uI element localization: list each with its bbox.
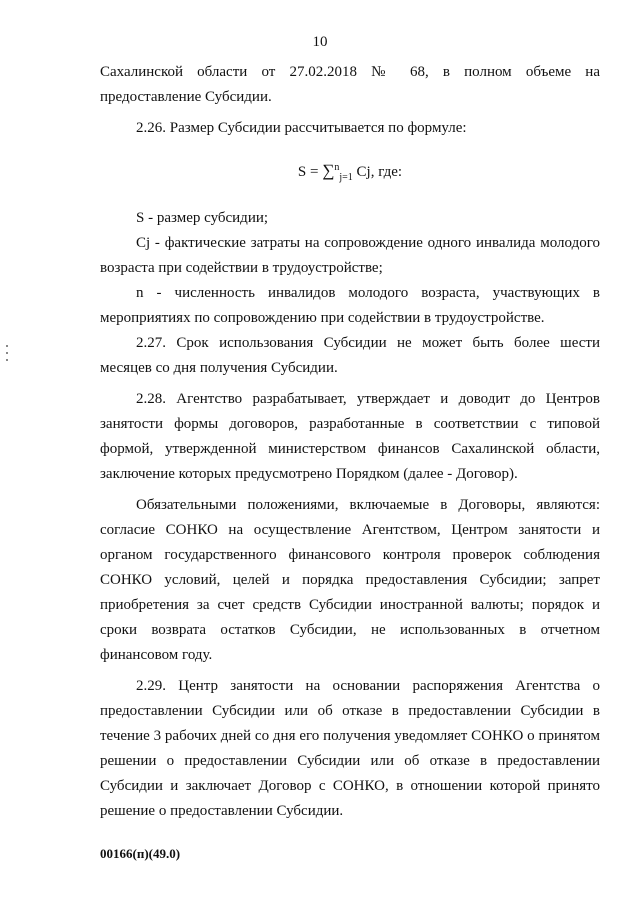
paragraph-continuation: Сахалинской области от 27.02.2018 № 68, в полном объеме на предоставление Субсидии. — [100, 64, 600, 105]
formula-term: Cj, где: — [352, 164, 403, 180]
paragraph-2-29: 2.29. Центр занятости на основании распоряжения Агентства о предоставлении Субсидии или об отказе в предоставлении Субсидии в течение 3 рабочих дней со дня его получения уведомляет СОНКО о принятом решении о предоставлении Субсидии или об отказе в предоставлении Субсидии и заключает Договор с СОНКО, в отношении которой принято решение о предоставлении Субсидии. — [100, 678, 600, 819]
formula-lower-limit: j=1 — [339, 172, 353, 183]
document-code: 00166(п)(49.0) — [100, 846, 181, 861]
paragraph-obligations: Обязательными положениями, включаемые в Договоры, являются: согласие СОНКО на осуществление Агентством, Центром занятости и органом государственного финансового контроля проверок соблюдения СОНКО условий, целей и порядка предоставления Субсидии; запрет приобретения за счет средств Субсидии иностранной валюты; порядок и сроки возврата остатков Субсидии, не использованных в отчетном финансовом году. — [100, 497, 600, 663]
formula-lhs: S = — [297, 164, 323, 180]
page-number: 10 — [312, 34, 328, 50]
formula — [100, 155, 600, 190]
margin-mark — [6, 359, 8, 361]
paragraph-2-28: 2.28. Агентство разрабатывает, утверждает и доводит до Центров занятости формы договоров, разработанные в соответствии с типовой формой, утвержденной министерством финансов Сахалинской области, заключение которых предусмотрено Порядком (далее - Договор). — [100, 391, 600, 482]
document-body — [100, 60, 600, 824]
margin-mark — [6, 352, 8, 354]
paragraph-2-27: 2.27. Срок использования Субсидии не может быть более шести месяцев со дня получения Субсидии. — [100, 335, 600, 376]
sum-symbol: ∑ — [322, 161, 335, 180]
definition-n: n - численность инвалидов молодого возраста, участвующих в мероприятиях по сопровождению при содействии в трудоустройстве. — [100, 285, 600, 326]
margin-mark — [6, 345, 8, 347]
definition-s: S - размер субсидии; — [136, 210, 269, 226]
formula-upper-limit: n — [334, 162, 340, 173]
paragraph-2-26: 2.26. Размер Субсидии рассчитывается по формуле: — [136, 120, 467, 136]
definition-cj: Cj - фактические затраты на сопровождение одного инвалида молодого возраста при содействии в трудоустройстве; — [100, 235, 600, 276]
